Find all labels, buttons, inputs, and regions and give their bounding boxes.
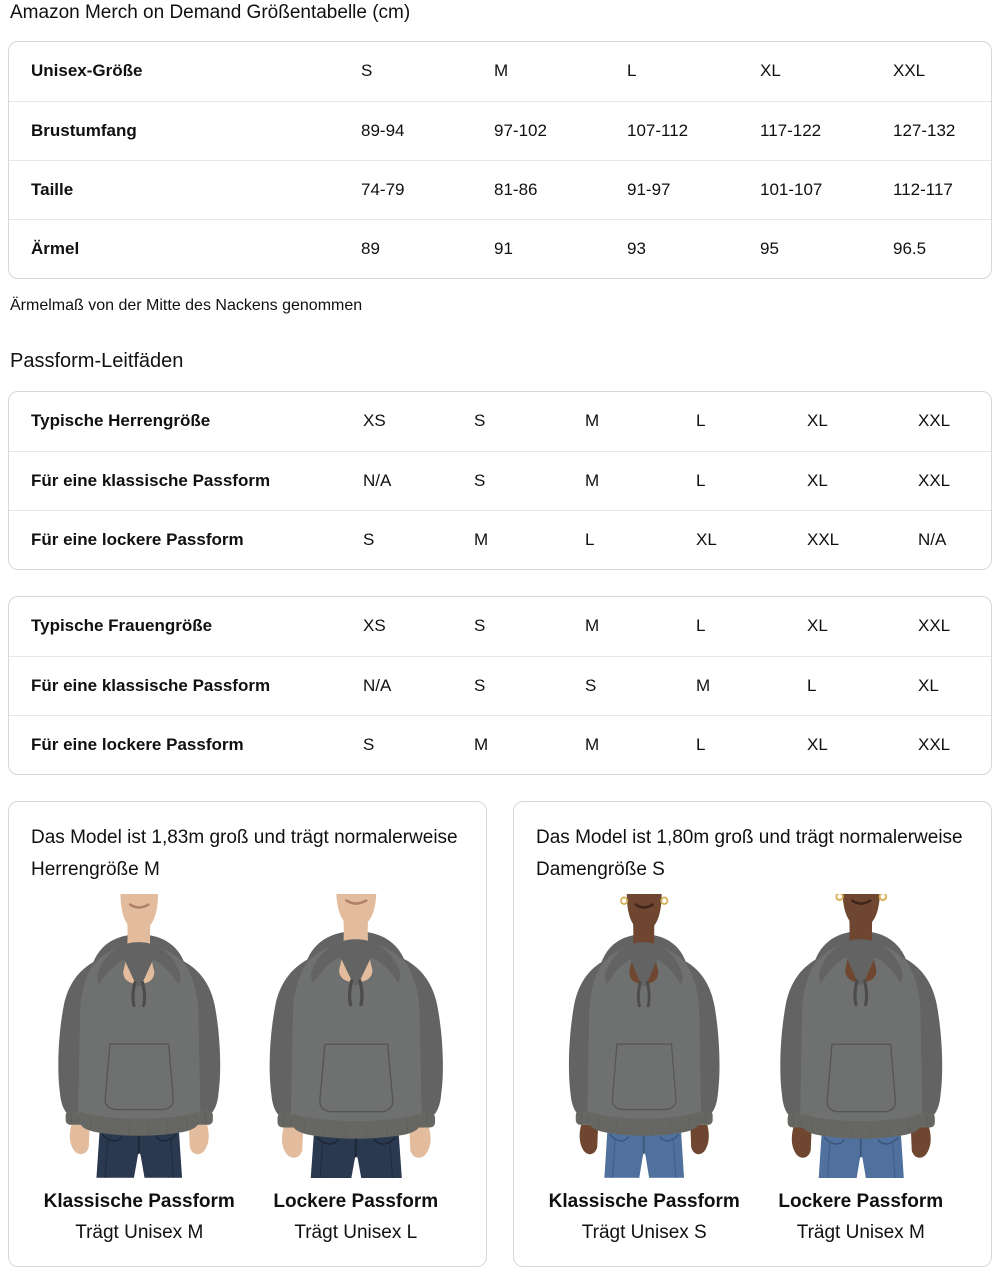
size-value-cell: S <box>474 451 585 510</box>
photo-subcaption: Trägt Unisex L <box>294 1221 418 1243</box>
size-value-cell: XS <box>363 616 386 636</box>
male-loose-fit-photo <box>248 894 465 1178</box>
table-row <box>9 597 991 656</box>
size-value-cell: 95 <box>760 219 893 278</box>
size-value-cell: L <box>696 451 807 510</box>
photo-figure <box>536 894 753 1244</box>
size-value-cell: S <box>585 656 696 715</box>
unisex-size-table <box>8 41 992 279</box>
photo-subcaption: Trägt Unisex M <box>796 1221 925 1243</box>
model-cards <box>8 801 992 1267</box>
sleeve-measure-note: Ärmelmaß von der Mitte des Nackens genommen <box>10 297 363 314</box>
size-value-cell: M <box>585 616 600 636</box>
table-row <box>9 451 991 510</box>
size-value-cell: XL <box>918 656 991 715</box>
size-value-cell: 107-112 <box>627 101 760 160</box>
size-value-cell: S <box>363 510 474 569</box>
size-value-cell: M <box>585 451 696 510</box>
size-value-cell: M <box>696 656 807 715</box>
table-row <box>9 160 991 219</box>
size-value-cell: M <box>585 715 696 774</box>
mens-fit-table <box>8 391 992 570</box>
row-label: Unisex-Größe <box>31 61 143 81</box>
table-row <box>9 656 991 715</box>
row-label: Typische Herrengröße <box>31 411 211 431</box>
male-model-card <box>8 801 487 1267</box>
size-value-cell: 93 <box>627 219 760 278</box>
row-label: Für eine klassische Passform <box>9 451 363 510</box>
photo-figure <box>248 894 465 1244</box>
row-label: Für eine klassische Passform <box>9 656 363 715</box>
size-value-cell: 91 <box>494 219 627 278</box>
size-value-cell: 96.5 <box>893 219 991 278</box>
row-label: Brustumfang <box>9 101 361 160</box>
size-value-cell: M <box>474 510 585 569</box>
size-header-cell: XXL <box>893 61 926 81</box>
model-description: Das Model ist 1,80m groß und trägt normalerweise Damengröße S <box>536 827 963 880</box>
size-value-cell: M <box>585 411 600 431</box>
table-row <box>9 219 991 278</box>
table-row <box>9 42 991 101</box>
fit-guides-heading: Passform-Leitfäden <box>10 350 184 372</box>
size-value-cell: 101-107 <box>760 160 893 219</box>
size-value-cell: XXL <box>918 451 991 510</box>
size-value-cell: 91-97 <box>627 160 760 219</box>
size-value-cell: XXL <box>918 411 951 431</box>
size-value-cell: N/A <box>363 656 474 715</box>
size-value-cell: 97-102 <box>494 101 627 160</box>
photo-figure <box>31 894 248 1244</box>
size-value-cell: L <box>696 715 807 774</box>
row-label: Für eine lockere Passform <box>9 715 363 774</box>
size-value-cell: S <box>474 656 585 715</box>
size-value-cell: 74-79 <box>361 160 494 219</box>
size-value-cell: XL <box>807 715 918 774</box>
size-value-cell: N/A <box>918 510 991 569</box>
female-loose-fit-photo <box>753 894 970 1178</box>
photo-subcaption: Trägt Unisex S <box>581 1221 707 1243</box>
photo-figure <box>753 894 970 1244</box>
size-value-cell: L <box>807 656 918 715</box>
size-value-cell: S <box>474 411 486 431</box>
size-value-cell: 89 <box>361 219 494 278</box>
size-header-cell: M <box>494 61 509 81</box>
row-label: Ärmel <box>9 219 361 278</box>
size-header-cell: S <box>361 61 373 81</box>
male-classic-fit-photo <box>31 894 248 1178</box>
row-label: Taille <box>9 160 361 219</box>
page-title: Amazon Merch on Demand Größentabelle (cm) <box>10 2 411 23</box>
size-value-cell: N/A <box>363 451 474 510</box>
size-value-cell: XS <box>363 411 386 431</box>
size-value-cell: XL <box>807 616 828 636</box>
size-value-cell: 117-122 <box>760 101 893 160</box>
female-model-card <box>513 801 992 1267</box>
size-value-cell: 127-132 <box>893 101 991 160</box>
size-value-cell: S <box>363 715 474 774</box>
photo-caption: Klassische Passform <box>43 1190 235 1212</box>
size-value-cell: L <box>696 616 706 636</box>
photo-row <box>536 894 969 1244</box>
row-label: Für eine lockere Passform <box>9 510 363 569</box>
size-header-cell: L <box>627 61 637 81</box>
row-label: Typische Frauengröße <box>31 616 213 636</box>
size-value-cell: XL <box>807 451 918 510</box>
photo-subcaption: Trägt Unisex M <box>75 1221 204 1243</box>
table-row <box>9 101 991 160</box>
size-value-cell: 89-94 <box>361 101 494 160</box>
womens-fit-table <box>8 596 992 775</box>
size-value-cell: XL <box>807 411 828 431</box>
photo-caption: Lockere Passform <box>273 1190 439 1212</box>
size-value-cell: M <box>474 715 585 774</box>
table-row <box>9 510 991 569</box>
table-row <box>9 392 991 451</box>
size-value-cell: 112-117 <box>893 160 991 219</box>
size-header-cell: XL <box>760 61 781 81</box>
model-description: Das Model ist 1,83m groß und trägt normalerweise Herrengröße M <box>31 827 458 880</box>
size-value-cell: L <box>585 510 696 569</box>
size-value-cell: XL <box>696 510 807 569</box>
photo-caption: Lockere Passform <box>778 1190 944 1212</box>
table-row <box>9 715 991 774</box>
size-value-cell: XXL <box>807 510 918 569</box>
photo-row <box>31 894 464 1244</box>
size-value-cell: XXL <box>918 616 951 636</box>
photo-caption: Klassische Passform <box>548 1190 740 1212</box>
size-value-cell: S <box>474 616 486 636</box>
female-classic-fit-photo <box>536 894 753 1178</box>
size-value-cell: 81-86 <box>494 160 627 219</box>
size-value-cell: L <box>696 411 706 431</box>
size-value-cell: XXL <box>918 715 991 774</box>
